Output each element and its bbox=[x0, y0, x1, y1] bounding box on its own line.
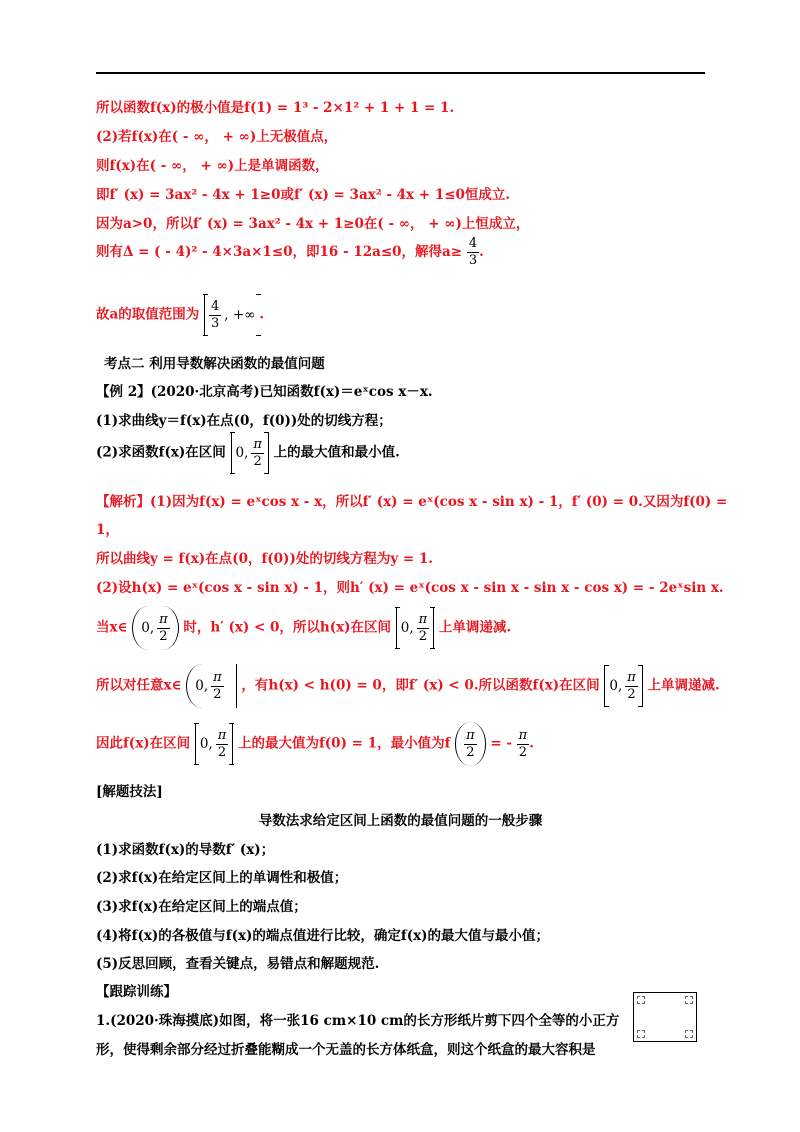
interval-left-3: 0, bbox=[400, 620, 414, 636]
text-line-4: 即f′ (x) = 3ax² - 4x + 1≥0或f′ (x) = 3ax² - 4x + 1≤0恒成立. bbox=[96, 187, 511, 203]
text-line-2: (2)若f(x)在( - ∞， + ∞)上无极值点， bbox=[96, 129, 338, 145]
solution-line-3: (2)设h(x) = eˣ(cos x - sin x) - 1，则h′ (x) = eˣ(cos x - sin x - sin x - cos x) = - 2eˣsin x. bbox=[96, 580, 724, 596]
text-line-6 bbox=[96, 236, 484, 269]
line7-text: 故a的取值范围为 bbox=[96, 306, 200, 323]
solution-line-6 bbox=[96, 722, 534, 766]
l17-d: . bbox=[529, 735, 534, 752]
l16-a: 所以对任意x∈ bbox=[96, 677, 182, 694]
q2-text: (2)求函数f(x)在区间 bbox=[96, 444, 226, 461]
step-5: (5)反思回顾，查看关键点，易错点和解题规范. bbox=[96, 956, 380, 972]
frac-num-b: 4 bbox=[210, 298, 220, 314]
step-2: (2)求f(x)在给定区间上的单调性和极值； bbox=[96, 870, 348, 886]
text-line-5: 因为a>0，所以f′ (x) = 3ax² - 4x + 1≥0在( - ∞， + ∞)上恒成立， bbox=[96, 216, 530, 232]
interval-left-2: 0, bbox=[141, 620, 155, 636]
frac-pi-g: π bbox=[466, 727, 475, 743]
text-line-1: 所以函数f(x)的极小值是f(1) = 1³ - 2×1² + 1 + 1 = 1. bbox=[96, 100, 455, 116]
paper-rectangle-figure bbox=[633, 992, 697, 1042]
fraction-pi-2-e bbox=[625, 670, 638, 703]
question-1: (1)求曲线y＝f(x)在点(0，f(0))处的切线方程； bbox=[96, 413, 392, 429]
solution-line-4 bbox=[96, 606, 511, 650]
example-title: 【例 2】(2020·北京高考)已知函数f(x)＝eˣcos x－x. bbox=[96, 384, 433, 400]
frac-den-b: 3 bbox=[210, 315, 220, 331]
l16-c: 上单调递减. bbox=[647, 677, 720, 694]
fraction-pi-2-c bbox=[417, 612, 430, 645]
l16-b: ，有h(x) < h(0) = 0，即f′ (x) < 0.所以函数f(x)在区间 bbox=[241, 677, 600, 694]
technique-label: [解题技法] bbox=[96, 784, 163, 800]
practice-q1-line2: 形，使得剩余部分经过折叠能糊成一个无盖的长方体纸盒，则这个纸盒的最大容积是 bbox=[96, 1042, 596, 1058]
solution-line-2: 所以曲线y = f(x)在点(0，f(0))处的切线方程为y = 1. bbox=[96, 551, 433, 567]
line7-end: . bbox=[259, 306, 265, 323]
interval-0-pi2-closed-b bbox=[396, 607, 434, 649]
line6-text: 则有Δ = ( - 4)² - 4×3a×1≤0，即16 - 12a≤0，解得a≥ bbox=[96, 244, 463, 260]
technique-heading: 导数法求给定区间上函数的最值问题的一般步骤 bbox=[258, 813, 543, 829]
l15-a: 当x∈ bbox=[96, 619, 128, 636]
frac-pi-f: π bbox=[217, 727, 227, 743]
open-interval-0-pi2 bbox=[132, 606, 178, 650]
frac-pi-b: π bbox=[159, 611, 168, 627]
frac-two-g: 2 bbox=[466, 744, 475, 760]
frac-two-c: 2 bbox=[418, 628, 428, 644]
l15-c: 上单调递减. bbox=[438, 619, 512, 636]
fraction-pi-2-g bbox=[464, 728, 477, 761]
frac-two: 2 bbox=[253, 453, 262, 469]
frac-two-h: 2 bbox=[518, 744, 528, 760]
frac-two-e: 2 bbox=[627, 686, 636, 702]
interval-left: 0, bbox=[235, 445, 249, 461]
interval-left-6: 0, bbox=[199, 736, 213, 752]
bracket-right bbox=[232, 664, 237, 708]
question-2 bbox=[96, 432, 400, 474]
frac-pi-h: π bbox=[518, 727, 528, 743]
paren-pi-2 bbox=[455, 722, 486, 766]
fraction-pi-2-f bbox=[216, 728, 229, 761]
fraction-4-3 bbox=[467, 236, 479, 269]
interval-0-pi2-closed-d bbox=[195, 723, 233, 765]
solution-line-1b: 1， bbox=[96, 522, 119, 538]
section-heading: 考点二 利用导数解决函数的最值问题 bbox=[104, 356, 325, 372]
header-rule bbox=[96, 72, 705, 74]
l17-c: = - bbox=[490, 735, 512, 752]
frac-num: 4 bbox=[468, 236, 478, 251]
corner-square bbox=[637, 996, 645, 1004]
frac-two-f: 2 bbox=[217, 744, 227, 760]
fraction-pi-2-b bbox=[157, 612, 170, 645]
text-line-7 bbox=[96, 294, 264, 336]
step-3: (3)求f(x)在给定区间上的端点值； bbox=[96, 899, 307, 915]
step-4: (4)将f(x)的各极值与f(x)的端点值进行比较，确定f(x)的最大值与最小值； bbox=[96, 928, 550, 944]
frac-pi: π bbox=[253, 436, 262, 452]
corner-square bbox=[685, 996, 693, 1004]
practice-q1-line1: 1.(2020·珠海摸底)如图，将一张16 cm×10 cm的长方形纸片剪下四个全等的小正方 bbox=[96, 1013, 620, 1029]
interval-0-pi2-closed bbox=[231, 432, 269, 474]
frac-pi-e: π bbox=[627, 669, 636, 685]
l15-b: 时，h′ (x) < 0，所以h(x)在区间 bbox=[183, 619, 392, 636]
q2-end: 上的最大值和最小值. bbox=[273, 444, 400, 461]
l17-a: 因此f(x)在区间 bbox=[96, 735, 191, 752]
interval-0-pi2-closed-c bbox=[604, 665, 642, 707]
halfopen-interval-0-pi2 bbox=[186, 664, 231, 708]
fraction-pi-2-d bbox=[211, 670, 224, 703]
frac-two-b: 2 bbox=[159, 628, 168, 644]
solution-line-1: 【解析】(1)因为f(x) = eˣcos x - x，所以f′ (x) = eˣ(cos x - sin x) - 1，f′ (0) = 0.又因为f(0) = bbox=[96, 494, 728, 510]
corner-square bbox=[637, 1030, 645, 1038]
interval-4-3-inf bbox=[204, 294, 259, 336]
solution-line-5 bbox=[96, 664, 720, 708]
fraction-pi-2-h bbox=[517, 728, 530, 761]
fraction-4-3-b bbox=[209, 299, 221, 332]
text-line-3: 则f(x)在( - ∞， + ∞)上是单调函数， bbox=[96, 158, 329, 174]
practice-label: 【跟踪训练】 bbox=[96, 984, 177, 1000]
frac-pi-c: π bbox=[418, 611, 428, 627]
frac-pi-d: π bbox=[213, 669, 222, 685]
inf-tail: , +∞ bbox=[224, 307, 256, 323]
line6-end: . bbox=[479, 244, 484, 260]
step-1: (1)求函数f(x)的导数f′ (x)； bbox=[96, 842, 275, 858]
interval-left-5: 0, bbox=[609, 678, 623, 694]
frac-two-d: 2 bbox=[213, 686, 222, 702]
frac-den: 3 bbox=[468, 253, 478, 268]
corner-square bbox=[685, 1030, 693, 1038]
l17-b: 上的最大值为f(0) = 1，最小值为f bbox=[237, 735, 451, 752]
interval-left-4: 0, bbox=[195, 678, 209, 694]
fraction-pi-2 bbox=[251, 437, 264, 470]
